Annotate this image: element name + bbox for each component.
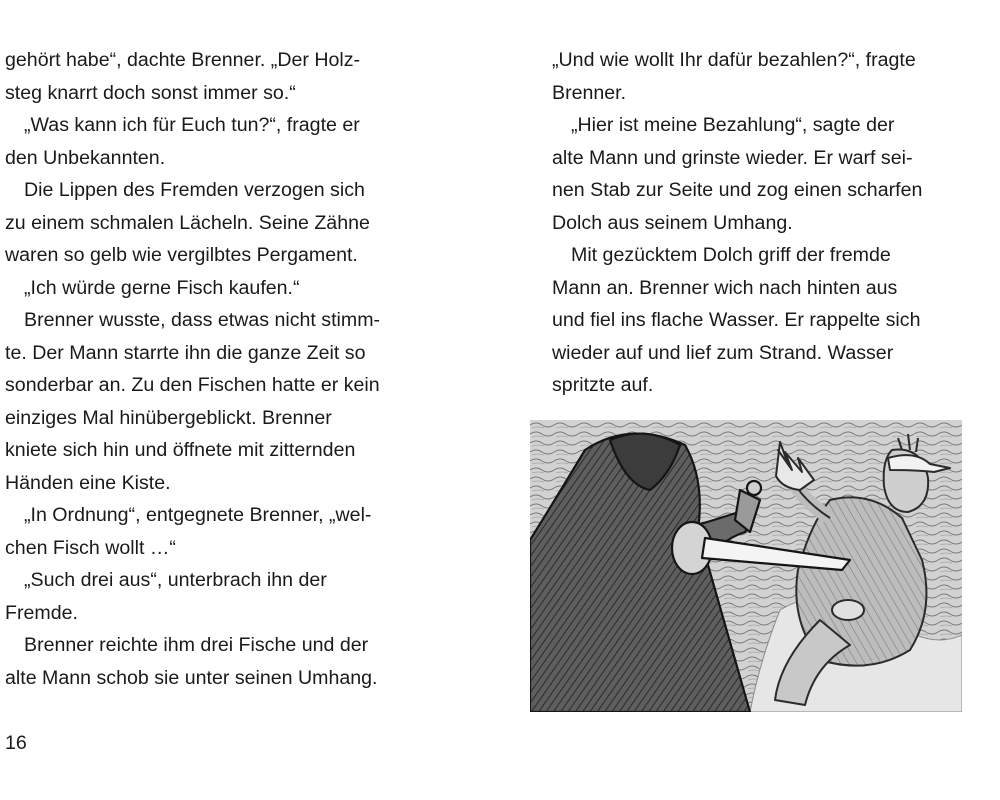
text-line: Fremde.: [5, 601, 78, 624]
text-line: und fiel ins flache Wasser. Er rappelte sich: [552, 309, 921, 331]
text-line: „In Ordnung“, entgegnete Brenner, „wel-: [24, 504, 372, 526]
text-line: alte Mann schob sie unter seinen Umhang.: [5, 666, 378, 689]
text-line: Brenner.: [552, 81, 627, 104]
page-number: 16: [5, 732, 27, 754]
text-line: Mit gezücktem Dolch griff der fremde: [571, 244, 891, 266]
text-line: nen Stab zur Seite und zog einen scharfen: [552, 179, 923, 201]
text-line: wieder auf und lief zum Strand. Wasser: [552, 341, 894, 364]
text-line: gehört habe“, dachte Brenner. „Der Holz-: [5, 49, 361, 71]
text-line: steg knarrt doch sonst immer so.“: [5, 81, 296, 104]
text-line: kniete sich hin und öffnete mit zitternden: [5, 439, 356, 461]
text-line: Brenner reichte ihm drei Fische und der: [24, 634, 369, 656]
text-line: „Such drei aus“, unterbrach ihn der: [24, 569, 327, 591]
left-text-column: [5, 44, 430, 694]
illustration-dagger-attack: [530, 420, 962, 712]
text-line: te. Der Mann starrte ihn die ganze Zeit so: [5, 341, 366, 364]
text-line: chen Fisch wollt …“: [5, 536, 176, 559]
text-line: Die Lippen des Fremden verzogen sich: [24, 179, 365, 201]
text-line: Brenner wusste, dass etwas nicht stimm-: [24, 309, 381, 331]
text-line: „Hier ist meine Bezahlung“, sagte der: [571, 114, 895, 136]
text-line: den Unbekannten.: [5, 146, 166, 169]
text-line: „Ich würde gerne Fisch kaufen.“: [24, 276, 300, 299]
text-line: spritzte auf.: [552, 374, 654, 396]
text-line: „Und wie wollt Ihr dafür bezahlen?“, fragte: [552, 49, 916, 71]
right-text-column: [552, 44, 972, 402]
text-line: Dolch aus seinem Umhang.: [552, 211, 793, 234]
text-line: waren so gelb wie vergilbtes Pergament.: [5, 244, 358, 266]
text-line: alte Mann und grinste wieder. Er warf sei-: [552, 146, 913, 169]
text-line: einziges Mal hinübergeblickt. Brenner: [5, 406, 332, 429]
text-line: Händen eine Kiste.: [5, 471, 171, 494]
text-line: Mann an. Brenner wich nach hinten aus: [552, 276, 898, 299]
text-line: „Was kann ich für Euch tun?“, fragte er: [24, 114, 360, 136]
text-line: sonderbar an. Zu den Fischen hatte er kein: [5, 374, 380, 396]
text-line: zu einem schmalen Lächeln. Seine Zähne: [5, 211, 370, 234]
